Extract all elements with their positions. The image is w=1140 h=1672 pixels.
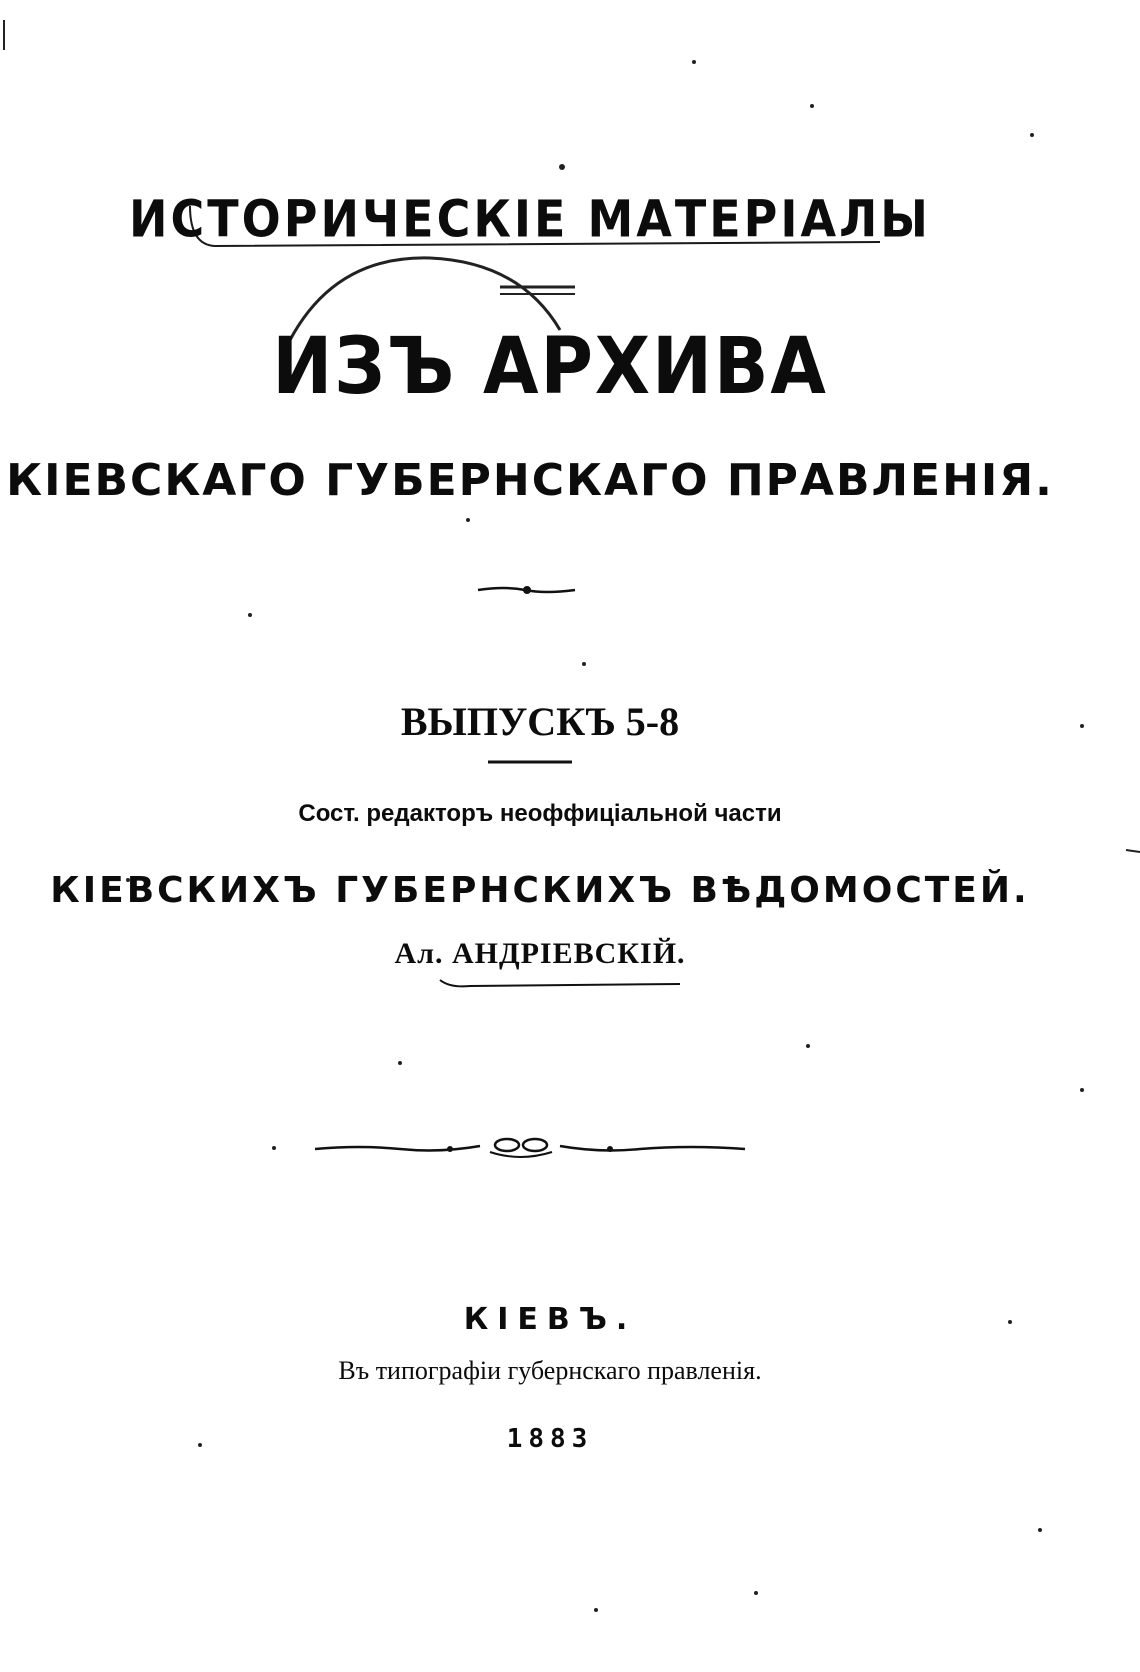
title-line-2: ИЗЪ АРХИВА — [272, 322, 828, 412]
issue-label: ВЫПУСКЪ 5-8 — [400, 699, 680, 744]
ornament-large — [315, 1139, 745, 1157]
imprint-year: 1883 — [506, 1424, 594, 1454]
author-underline — [440, 980, 680, 986]
title-line-1: ИСТОРИЧЕСКІЕ МАТЕРІАЛЫ — [129, 189, 931, 249]
ornament-small — [478, 586, 575, 594]
publication-line: КІЕВСКИХЪ ГУБЕРНСКИХЪ ВѢДОМОСТЕЙ. — [50, 870, 1030, 911]
compiler-line: Сост. редакторъ неоффиціальной части — [298, 800, 782, 827]
imprint-city: КІЕВЪ. — [463, 1302, 637, 1337]
author-name: Ал. АНДРІЕВСКІЙ. — [394, 937, 686, 970]
imprint-printer: Въ типографіи губернскаго правленія. — [338, 1356, 762, 1385]
title-line-3: КІЕВСКАГО ГУБЕРНСКАГО ПРАВЛЕНІЯ. — [6, 455, 1054, 506]
